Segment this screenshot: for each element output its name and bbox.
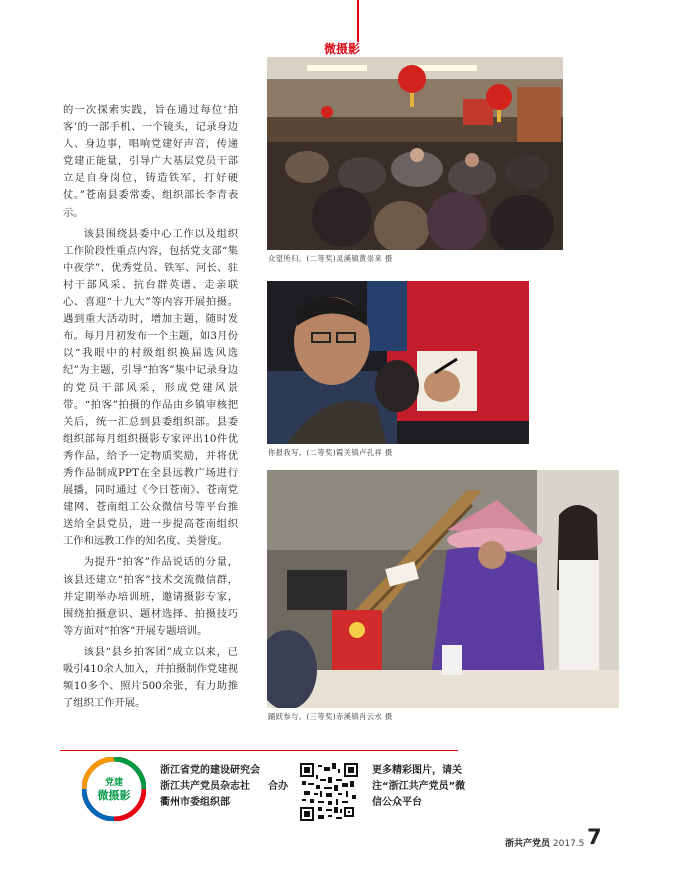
page-number: 7 xyxy=(587,825,602,849)
organizer: 浙江共产党员杂志社 xyxy=(160,781,250,792)
logo-text-top: 党建 xyxy=(104,778,123,788)
photo-caption: 众望所归。(二等奖)灵溪镇黄崇来 摄 xyxy=(268,254,393,263)
article-body xyxy=(63,102,238,716)
logo-text-bottom: 微摄影 xyxy=(97,789,131,802)
organizer: 浙江省党的建设研究会 xyxy=(160,765,260,776)
photo-caption: 踊跃参与。(三等奖)赤溪镇肖云水 摄 xyxy=(268,712,393,721)
party-building-logo xyxy=(82,757,146,821)
folio xyxy=(505,836,584,849)
issue-date: 2017.5 xyxy=(552,839,585,849)
footer-rule xyxy=(60,750,458,751)
co-host-label: 合办 xyxy=(268,781,288,792)
photo-voting xyxy=(267,470,619,708)
section-label: 微摄影 xyxy=(323,42,360,56)
article-paragraph: 该县围绕县委中心工作以及组织工作阶段性重点内容，包括党支部“集中夜学”、优秀党员、铁军、河长、驻村干部风采、抗台群英谱、走亲联心、喜迎“十九大”等内容开展拍摄。遇到重大活动时，增加主题，随时发布。每月月初发布一个主题，如3月份以“我眼中的村级组织换届选风选纪”为主题，引导“拍客”集中记录身边的党员干部风采，形成党建风景带。“拍客”拍摄的作品由乡镇审核把关后，统一汇总到县委组织部。县委组织部每月组织摄影专家评出10件优秀作品，给予一定物质奖励，并将优秀作品制成PPT在全县远教广场进行展播，同时通过《今日苍南》、苍南党建网、苍南组工公众微信号等平台推送给全县党员，进一步提高苍南组织工作和远教工作的知名度、美誉度。 xyxy=(63,227,238,548)
organizer-list xyxy=(160,763,260,811)
photo-meeting-hall xyxy=(267,57,563,250)
more-info-text: 更多精彩图片，请关注“浙江共产党员”微信公众平台 xyxy=(372,765,466,808)
photo-caption: 你报我写。(二等奖)霞关镇卢孔祥 摄 xyxy=(268,448,393,457)
magazine-name: 浙共产党员 xyxy=(505,839,551,849)
article-paragraph: 的一次探索实践，旨在通过每位‘拍客’的一部手机、一个镜头，记录身边人、身边事，唱响党建好声音，传递党建正能量，引导广大基层党员干部立足自身岗位，铸造铁军，打好硬仗。”苍南县委常委、组织部长李青表示。 xyxy=(63,104,238,219)
top-decoration-rule xyxy=(357,0,359,42)
article-paragraph: 为提升“拍客”作品说话的分量，该县还建立“拍客”技术交流微信群，并定期举办培训班，邀请摄影专家，围绕拍摄意识、题材选择、拍摄技巧等方面对“拍客”开展专题培训。 xyxy=(63,556,238,637)
qr-code xyxy=(300,763,358,821)
organizer: 衢州市委组织部 xyxy=(160,797,230,808)
article-paragraph: 该县“县乡拍客团”成立以来，已吸引410余人加入，并拍摄制作党建视频10多个、照片500余张，有力助推了组织工作开展。 xyxy=(63,645,238,710)
photo-man-writing xyxy=(267,281,529,444)
